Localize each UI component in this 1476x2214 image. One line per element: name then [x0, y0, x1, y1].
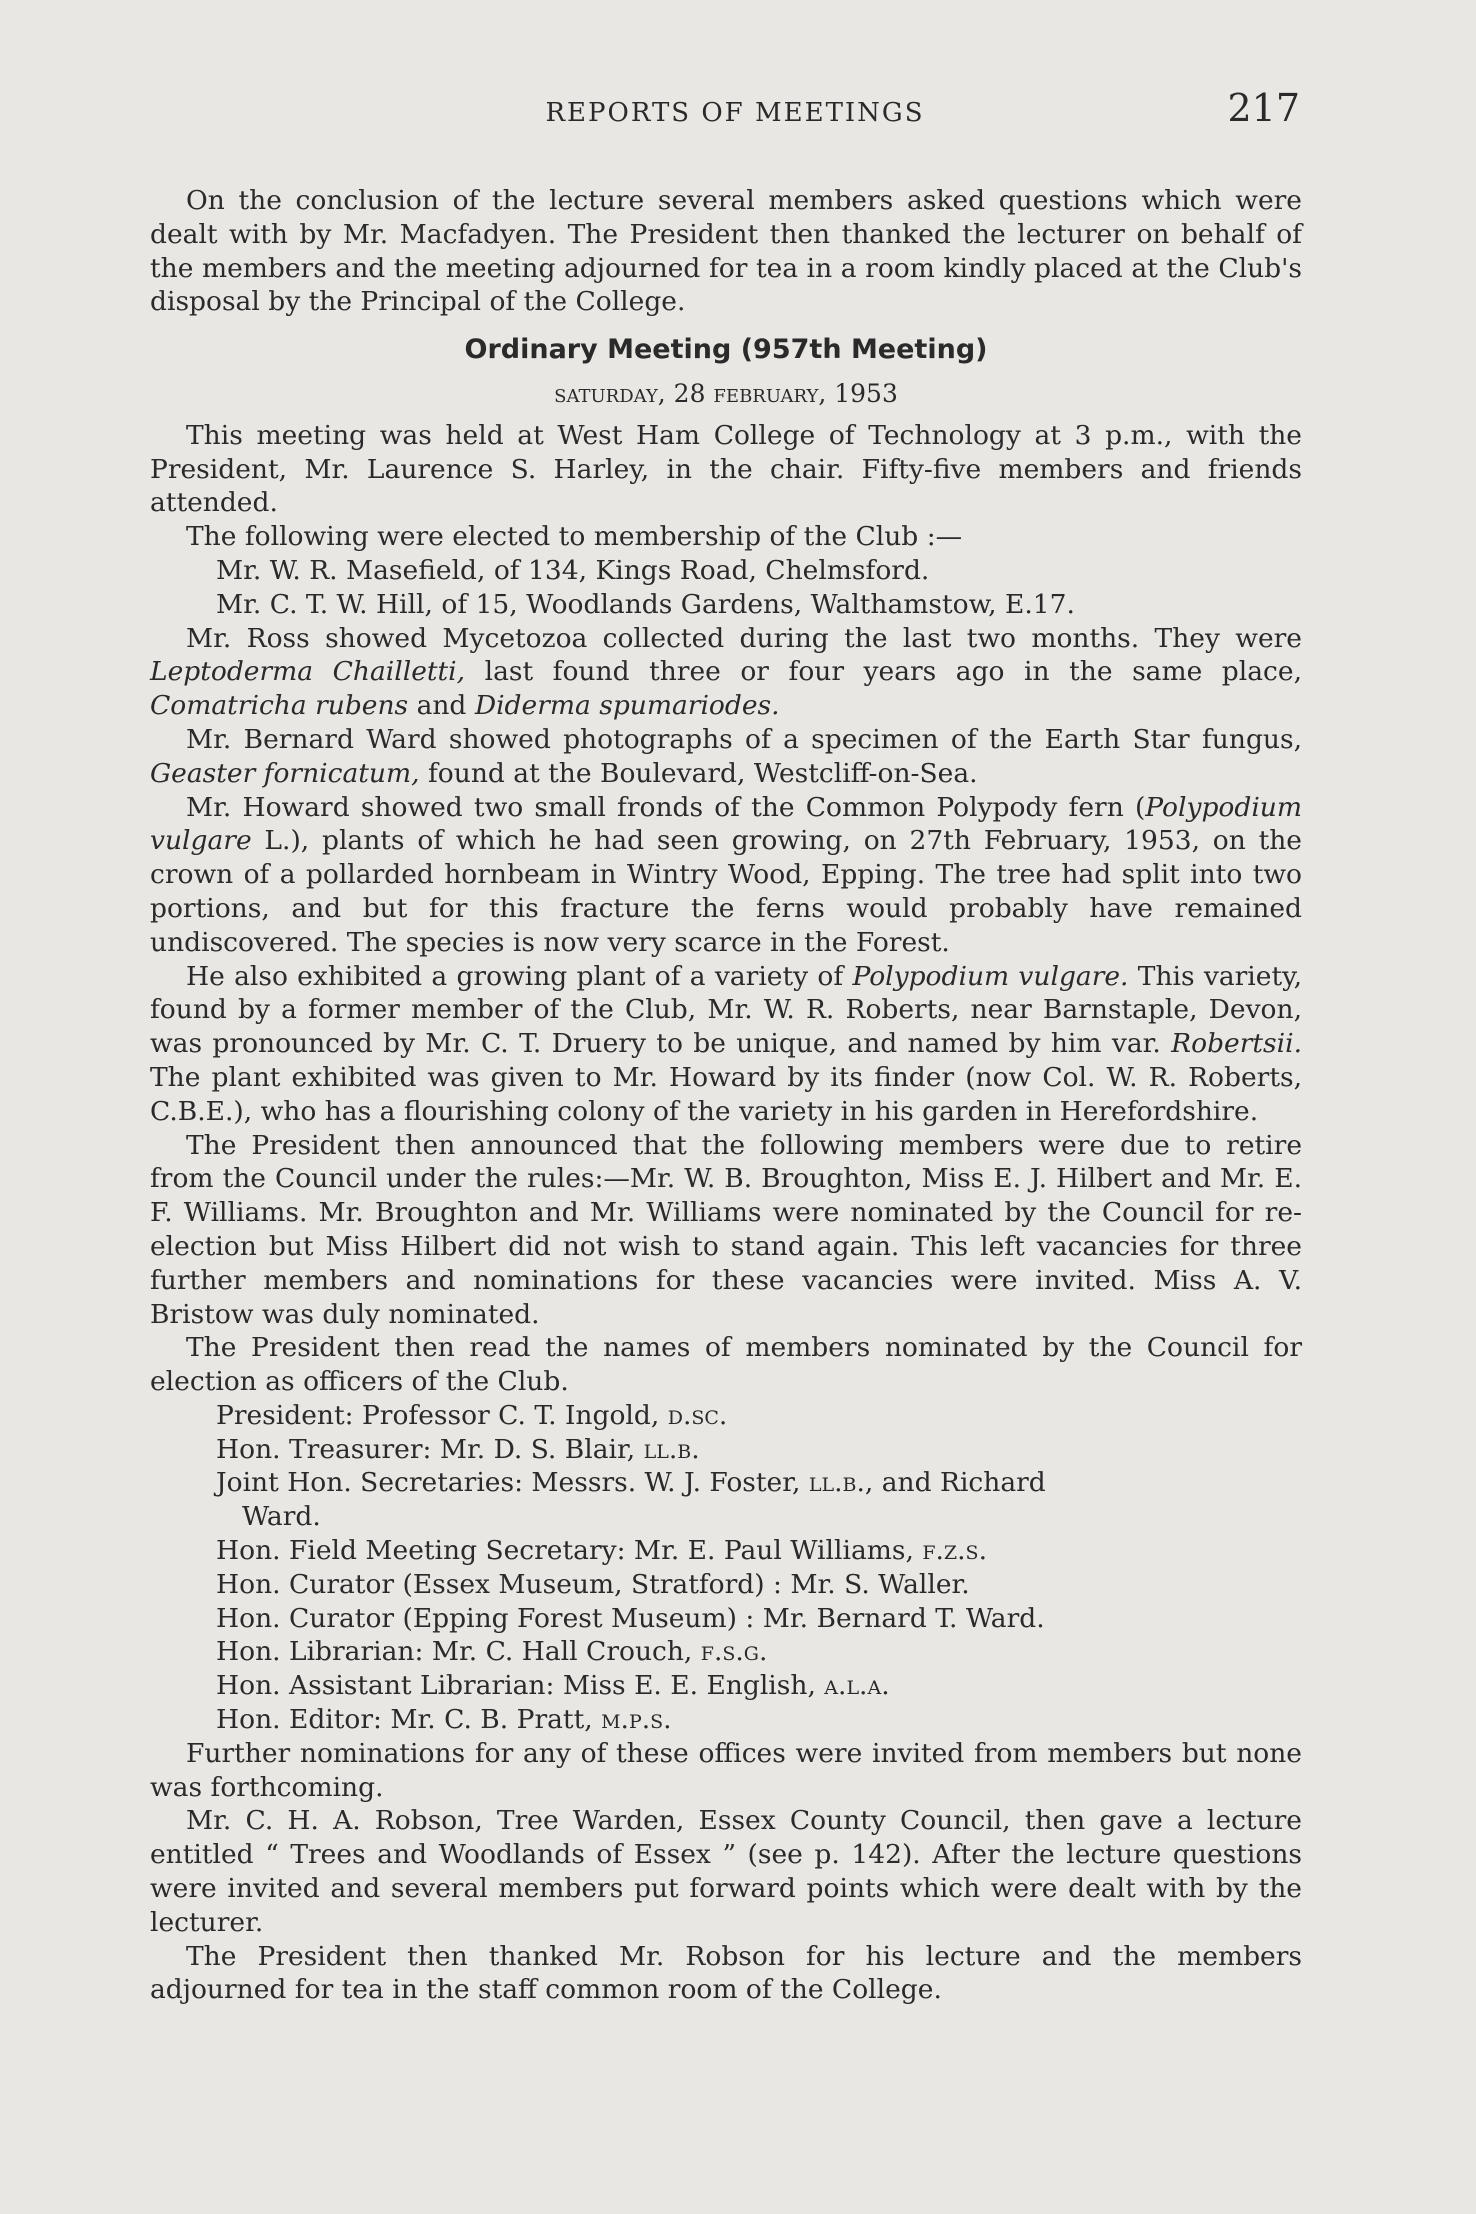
paragraph-robson-lecture: Mr. C. H. A. Robson, Tree Warden, Essex County Council, then gave a lecture entitled “ Trees and Woodlands of Essex ” (see p. 142). After the lecture questions were invited and several members put forward points which were dealt with by the lecturer. [150, 1805, 1302, 1938]
officer-degree: ll.b. [643, 1433, 700, 1465]
species-name: Leptoderma Chailletti, [150, 656, 466, 688]
officer-text: Ward. [242, 1501, 321, 1533]
officer-degree: a.l.a. [824, 1670, 890, 1702]
officer-treasurer [150, 1433, 1302, 1467]
running-title: REPORTS OF MEETINGS [545, 98, 925, 128]
text-run: L.), plants of which he had seen growing, on 27th February, 1953, on the crown of a pollarded hornbeam in Wintry Wood, Epping. The tree had split into two portions, and but for this fracture the ferns would probably have remained undiscovered. The species is now very scarce in the Forest. [150, 825, 1302, 958]
body-text [150, 184, 1302, 2007]
elected-member: Mr. W. R. Masefield, of 134, Kings Road, Chelmsford. [216, 554, 930, 586]
species-name: Polypodium vulgare [150, 791, 1302, 857]
officer-secretaries [150, 1466, 1302, 1534]
paragraph-lecture-conclusion: On the conclusion of the lecture several members asked questions which were dealt with by Mr. Macfadyen. The President then thanked the lecturer on behalf of the members and the meeting adjourned for tea in a room kindly placed at the Club's disposal by the Principal of the College. [150, 185, 1302, 318]
text-run: Mr. Ross showed Mycetozoa collected during the last two months. They were [186, 622, 1302, 654]
text-run: This variety, found by a former member of the Club, Mr. W. R. Roberts, near Barnstaple, Devon, was pronounced by Mr. C. T. Druery to be unique, and named by him var. [150, 960, 1302, 1060]
officer-text: Hon. Editor: Mr. C. B. Pratt, [216, 1704, 602, 1736]
officer-curator-epping [150, 1602, 1302, 1636]
elected-member: Mr. C. T. W. Hill, of 15, Woodlands Gardens, Walthamstow, E.17. [216, 588, 1075, 620]
officer-field-secretary [150, 1534, 1302, 1568]
running-head [170, 86, 1300, 136]
paragraph-meeting-venue: This meeting was held at West Ham College of Technology at 3 p.m., with the President, Mr. Laurence S. Harley, in the chair. Fifty-five members and friends attended. [150, 419, 1302, 519]
officer-degree: m.p.s. [601, 1704, 672, 1736]
text-run: Mr. Bernard Ward showed photographs of a specimen of the Earth Star fungus, [186, 723, 1302, 755]
meeting-date: saturday, 28 february, 1953 [554, 378, 898, 408]
species-name: Robertsii. [1171, 1028, 1302, 1060]
paragraph-elected-intro: The following were elected to membership of the Club :— [186, 521, 963, 553]
officer-text: Hon. Treasurer: Mr. D. S. Blair, [216, 1433, 644, 1465]
page-number: 217 [1227, 86, 1300, 130]
officer-president [150, 1399, 1302, 1433]
officer-text: Hon. Assistant Librarian: Miss E. E. English, [216, 1670, 825, 1702]
paragraph-polypody-variety [150, 960, 1302, 1129]
officer-text: Hon. Librarian: Mr. C. Hall Crouch, [216, 1636, 701, 1668]
text-run: He also exhibited a growing plant of a variety of [186, 960, 853, 992]
paragraph-earth-star [150, 723, 1302, 791]
officer-degree: ll.b., [808, 1467, 874, 1499]
paragraph-further-nominations: Further nominations for any of these offices were invited from members but none was forthcoming. [150, 1737, 1302, 1803]
officer-degree: f.s.g. [700, 1636, 768, 1668]
officer-librarian [150, 1635, 1302, 1669]
species-name: Comatricha rubens [150, 690, 409, 722]
officer-text: Joint Hon. Secretaries: Messrs. W. J. Foster, [216, 1467, 809, 1499]
paragraph-closing: The President then thanked Mr. Robson for his lecture and the members adjourned for tea in the staff common room of the College. [150, 1940, 1302, 2006]
text-run: The plant exhibited was given to Mr. Howard by its finder (now Col. W. R. Roberts, C.B.E.), who has a flourishing colony of the variety in his garden in Herefordshire. [150, 1061, 1302, 1127]
text-run: Mr. Howard showed two small fronds of the Common Polypody fern ( [186, 791, 1146, 823]
officer-text: President: Professor C. T. Ingold, [216, 1399, 668, 1431]
officer-curator-essex [150, 1568, 1302, 1602]
officer-text: and Richard [873, 1467, 1046, 1499]
species-name: Polypodium vulgare. [852, 960, 1129, 992]
text-run: and [408, 690, 475, 722]
officer-text: Hon. Field Meeting Secretary: Mr. E. Paul Williams, [216, 1535, 923, 1567]
text-run: found at the Boulevard, Westcliff-on-Sea. [419, 757, 978, 789]
paragraph-council-retirement: The President then announced that the following members were due to retire from the Council under the rules:—Mr. W. B. Broughton, Miss E. J. Hilbert and Mr. E. F. Williams. Mr. Broughton and Mr. Williams were nominated by the Council for re-election but Miss Hilbert did not wish to stand again. This left vacancies for three further members and nominations for these vacancies were invited. Miss A. V. Bristow was duly nominated. [150, 1129, 1302, 1330]
officer-assistant-librarian [150, 1669, 1302, 1703]
paragraph-officers-intro: The President then read the names of members nominated by the Council for election as officers of the Club. [150, 1332, 1302, 1398]
officer-degree: d.sc. [667, 1399, 728, 1431]
text-run: last found three or four years ago in the same place, [465, 656, 1302, 688]
paragraph-mycetozoa [150, 622, 1302, 723]
species-name: Geaster fornicatum, [150, 757, 420, 789]
officer-text: Hon. Curator (Epping Forest Museum) : Mr. Bernard T. Ward. [216, 1602, 1045, 1634]
officer-editor [150, 1703, 1302, 1737]
paragraph-polypody-fronds [150, 791, 1302, 960]
meeting-heading: Ordinary Meeting (957th Meeting) [464, 334, 988, 366]
officer-text: Hon. Curator (Essex Museum, Stratford) : Mr. S. Waller. [216, 1568, 970, 1600]
officer-degree: f.z.s. [922, 1535, 987, 1567]
species-name: Diderma spumariodes. [474, 690, 780, 722]
